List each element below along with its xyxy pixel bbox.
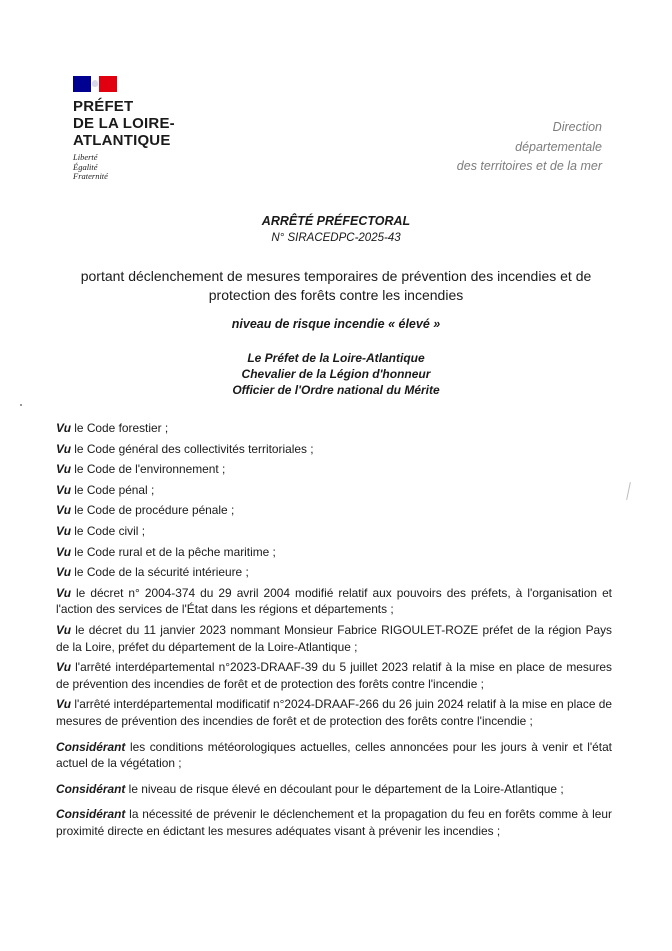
subject-line: portant déclenchement de mesures temporaires de prévention des incendies et de: [80, 268, 592, 284]
document-body: [56, 420, 612, 843]
brand-line: DE LA LOIRE-: [73, 115, 175, 132]
subject-line: protection des forêts contre les incendies: [208, 287, 464, 303]
document-kind: ARRÊTÉ PRÉFECTORAL: [261, 214, 411, 228]
prefecture-logo-text: [73, 98, 175, 149]
considerant-paragraph: Considérant le niveau de risque élevé en découlant pour le département de la Loire-Atlantique ;: [56, 781, 564, 796]
direction-line: Direction: [552, 120, 602, 134]
visa-paragraph: Vu le Code général des collectivités territoriales ;: [56, 441, 314, 456]
risk-level: niveau de risque incendie « élevé »: [231, 317, 441, 331]
motto-line: Égalité: [73, 161, 98, 172]
visa-paragraph: Vu l'arrêté interdépartemental n°2023-DRAAF-39 du 5 juillet 2023 relatif à la mise en place de mesures de prévention des incendies de forêt et de protection des forêts contre l'incendie ;: [56, 660, 612, 691]
authority-line: Le Préfet de la Loire-Atlantique: [247, 351, 425, 365]
direction-line: départementale: [515, 139, 602, 154]
visa-paragraph: Vu le décret du 11 janvier 2023 nommant Monsieur Fabrice RIGOULET-ROZE préfet de la région Pays de la Loire, préfet du département de la Loire-Atlantique ;: [56, 622, 612, 654]
visa-paragraph: Vu le Code de la sécurité intérieure ;: [56, 565, 249, 580]
scan-mark: [626, 482, 631, 500]
document-subject: [0, 267, 672, 305]
visa-paragraph: Vu le Code de procédure pénale ;: [56, 503, 235, 518]
visa-paragraph: Vu le Code de l'environnement ;: [56, 462, 226, 477]
considerant-paragraph: Considérant la nécessité de prévenir le déclenchement et la propagation du feu en forêts comme à leur proximité directe en édictant les mesures adéquates visant à prévenir les incendies ;: [56, 807, 612, 838]
motto-line: Fraternité: [73, 171, 108, 182]
visa-paragraph: Vu le décret n° 2004-374 du 29 avril 2004 modifié relatif aux pouvoirs des préfets, à l'organisation et l'action des services de l'État dans les régions et départements ;: [56, 585, 612, 617]
authority-line: Officier de l'Ordre national du Mérite: [232, 383, 440, 397]
motto-line: Liberté: [73, 152, 98, 162]
issuing-department: [457, 118, 602, 177]
republic-motto: [73, 153, 108, 182]
direction-line: des territoires et de la mer: [456, 159, 602, 173]
visa-paragraph: Vu le Code civil ;: [56, 523, 145, 538]
scan-speck: [20, 404, 22, 406]
brand-line: PRÉFET: [73, 98, 134, 115]
visa-paragraph: Vu l'arrêté interdépartemental modificatif n°2024-DRAAF-266 du 26 juin 2024 relatif à la mise en place de mesures de prévention des incendies de forêt et de protection des forêts contre l'incendie ;: [56, 697, 612, 728]
document-number: N° SIRACEDPC-2025-43: [271, 232, 401, 244]
brand-line: ATLANTIQUE: [73, 132, 171, 149]
authority-block: [0, 350, 672, 398]
visa-paragraph: Vu le Code forestier ;: [56, 421, 169, 435]
marianne-flag-icon: [73, 76, 117, 92]
authority-line: Chevalier de la Légion d'honneur: [241, 367, 431, 381]
considerant-paragraph: Considérant les conditions météorologiques actuelles, celles annoncées pour les jours à venir et l'état actuel de la végétation ;: [56, 739, 612, 771]
visa-paragraph: Vu le Code rural et de la pêche maritime ;: [56, 544, 276, 559]
visa-paragraph: Vu le Code pénal ;: [56, 482, 155, 497]
